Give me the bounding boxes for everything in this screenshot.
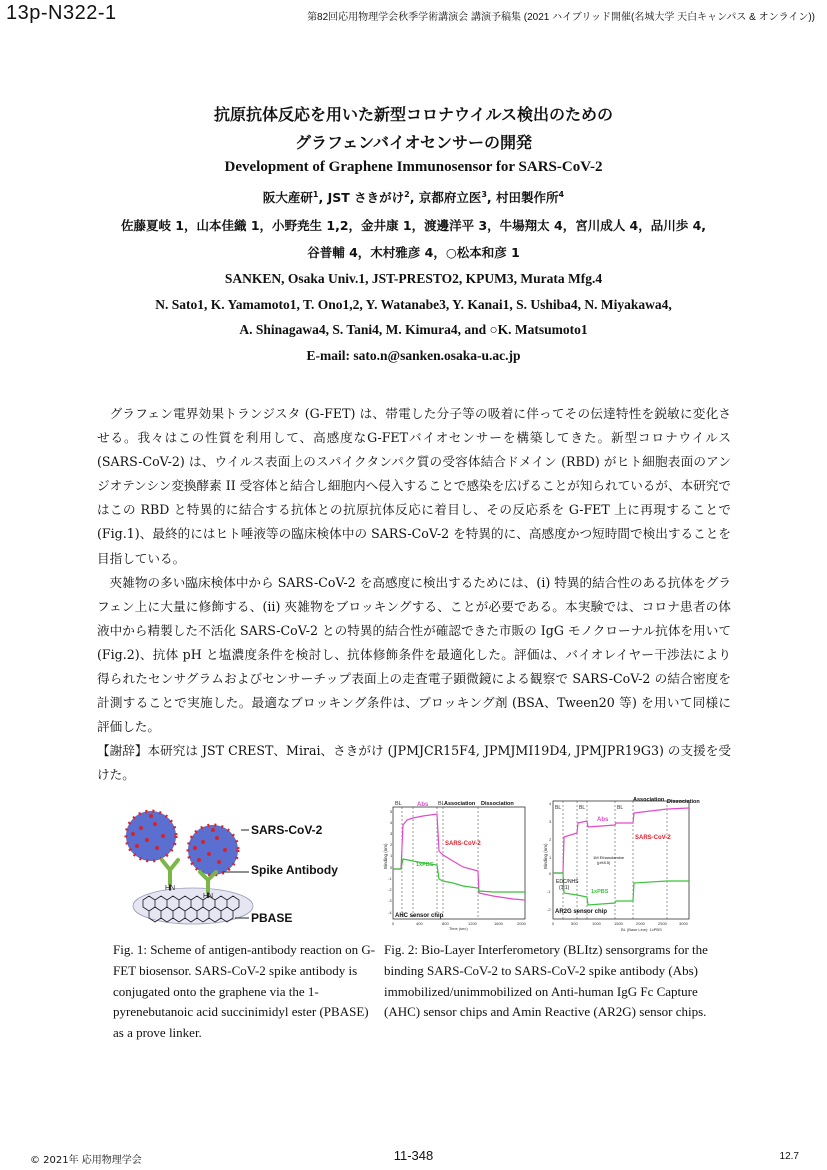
ahc-ytick: 1 <box>390 853 393 858</box>
ar2g-edc-ratio: (1:1) <box>559 885 570 891</box>
ar2g-virus-label: SARS-CoV-2 <box>635 835 671 841</box>
ar2g-bl-3: BL <box>617 805 624 811</box>
ahc-ytick: 0 <box>390 865 393 870</box>
ahc-xtick: 2000 <box>517 921 526 926</box>
ar2g-xtick: 500 <box>571 921 578 926</box>
ahc-ytick: 5 <box>390 809 393 814</box>
sensorgram-ahc <box>383 801 527 931</box>
ahc-association-label: Association <box>444 801 476 807</box>
authors-en-line-2: A. Shinagawa4, S. Tani4, M. Kimura4, and ○K. Matsumoto1 <box>239 322 588 337</box>
ahc-xtick: 800 <box>442 921 449 926</box>
conference-header: 第82回応用物理学会秋季学術講演会 講演予稿集 (2021 ハイブリッド開催(名城大学 天白キャンパス & オンライン)) <box>307 12 815 23</box>
ahc-ytick: 2 <box>390 842 393 847</box>
fig1-label-linker: PBASE <box>251 911 293 925</box>
ahc-yticks <box>388 809 393 915</box>
ahc-ytick: -1 <box>388 876 392 881</box>
ar2g-ylabel: Binding (nm) <box>543 843 548 869</box>
ar2g-ytick: 4 <box>549 801 552 806</box>
ar2g-xticks <box>552 921 689 926</box>
ahc-ytick: -2 <box>388 887 392 892</box>
aff-4: , 村田製作所 <box>486 190 559 205</box>
authors-en-line-1: N. Sato1, K. Yamamoto1, T. Ono1,2, Y. Watanabe3, Y. Kanai1, S. Ushiba4, N. Miyakawa4, <box>155 297 672 312</box>
ar2g-xtick: 1500 <box>614 921 623 926</box>
ar2g-association-label: Association <box>633 797 665 803</box>
ahc-bl-2: BL <box>438 801 445 807</box>
ar2g-ytick: -2 <box>547 907 551 912</box>
aff-3-sup: 3 <box>481 189 487 199</box>
hn-label-2: HN <box>203 893 214 900</box>
ahc-ytick: 4 <box>390 820 393 825</box>
hn-label-1: HN <box>165 885 176 892</box>
ahc-chip-label: AHC sensor chip <box>395 913 444 919</box>
email: E-mail: sato.n@sanken.osaka-u.ac.jp <box>306 348 521 363</box>
fig1-label-virus: SARS-CoV-2 <box>251 823 323 837</box>
ahc-ytick: -3 <box>388 898 392 903</box>
ar2g-xtick: 1000 <box>592 921 601 926</box>
aff-1: 阪大産研 <box>262 190 313 205</box>
ar2g-ytick: 0 <box>549 871 552 876</box>
ar2g-abs-label: Abs <box>597 817 609 823</box>
abstract-id: 13p-N322-1 <box>6 2 117 24</box>
ar2g-xtick: 2000 <box>636 921 645 926</box>
ahc-ytick: 3 <box>390 831 393 836</box>
ahc-virus-label: SARS-CoV-2 <box>445 841 481 847</box>
ahc-pbs-label: 1xPBS <box>416 862 434 868</box>
ahc-xtick: 0 <box>392 921 395 926</box>
ahc-xtick: 1600 <box>494 921 503 926</box>
ar2g-pbs-label: 1xPBS <box>591 889 609 895</box>
acknowledgment: 【謝辞】本研究は JST CREST、Mirai、さきがけ (JPMJCR15F4, JPMJMI19D4, JPMJPR19G3) の支援を受けた。 <box>97 743 731 783</box>
ar2g-edc-label: EDC/NHS <box>556 879 579 885</box>
ahc-abs-label: Abs <box>417 802 429 808</box>
fig2-caption: Fig. 2: Bio-Layer Interferometory (BLItz) sensorgrams for the binding SARS-CoV-2 to SARS-CoV-2 spike antibody (Abs) immobilized/unimmobilized on Anti-human IgG Fc Capture (AHC) sensor chips and Amin Reactive (AR2G) sensor chips. <box>384 942 708 1020</box>
antibody-left <box>162 860 178 884</box>
ar2g-xtick: 2500 <box>658 921 667 926</box>
ahc-ylabel: Binding (nm) <box>383 843 388 869</box>
ar2g-bl-1: BL <box>555 805 562 811</box>
ahc-dissociation-label: Dissociation <box>481 801 514 807</box>
ar2g-dissociation-label: Dissociation <box>667 799 700 805</box>
aff-4-sup: 4 <box>558 189 565 199</box>
aff-3: , 京都府立医 <box>409 190 482 205</box>
ahc-ytick: -4 <box>388 910 392 915</box>
affiliations-jp <box>0 188 827 206</box>
ar2g-xlabel: BL (Base Line): 1xPBS <box>621 927 662 932</box>
ahc-xtick: 400 <box>416 921 423 926</box>
affiliations-en: SANKEN, Osaka Univ.1, JST-PRESTO2, KPUM3, Murata Mfg.4 <box>224 271 603 286</box>
ahc-bl-1: BL <box>395 801 402 807</box>
fig1-label-antibody: Spike Antibody <box>251 863 338 877</box>
authors-jp-line-2: 谷普輔 4，木村雅彦 4，○松本和彦 1 <box>307 245 520 260</box>
fig1-schematic <box>113 808 368 933</box>
title-line-2: グラフェンバイオセンサーの開発 <box>294 133 533 152</box>
ar2g-ytick: 1 <box>549 855 552 860</box>
ar2g-xtick: 3000 <box>679 921 688 926</box>
paragraph-2: 夾雑物の多い臨床検体中から SARS-CoV-2 を高感度に検出するためには、(i) 特異的結合性のある抗体をグラフェン上に大量に修飾する、(ii) 夾雑物をブロッキングする、ことが必要である。本実験では、コロナ患者の体液中から精製した不活化 SARS-CoV-2 との特異的結合性が確認できた市販の IgG モノクローナル抗体を用いて (Fig.2)、抗体 pH と塩濃度条件を検討し、抗体修飾条件を最適化した。評価は、バイオレイヤー干渉法により得られたセンサグラムおよびセンサーチップ表面上の走査電子顕微鏡による観察で SARS-CoV-2 の結合密度を計測することで実施した。最適なブロッキング条件は、ブロッキング剤 (BSA、Tween20 等) を用いて同様に評価した。 <box>97 574 731 735</box>
version: 12.7 <box>779 1151 799 1162</box>
english-title: Development of Graphene Immunosensor for SARS-CoV-2 <box>224 159 603 175</box>
authors-jp-line-1: 佐藤夏岐 1，山本佳織 1，小野尭生 1,2，金井康 1，渡邊洋平 3，牛場翔太 4，宮川成人 4，品川歩 4, <box>120 218 707 233</box>
ar2g-ytick: 2 <box>549 837 552 842</box>
graphene-substrate <box>133 888 253 924</box>
virus-particle-left <box>126 811 176 861</box>
copyright: © 2021年 応用物理学会 <box>30 1155 142 1166</box>
aff-2-sup: 2 <box>404 189 410 199</box>
fig1-caption: Fig. 1: Scheme of antigen-antibody reaction on G-FET biosensor. SARS-CoV-2 spike antibody is conjugated onto the graphene via the 1-pyrenebutanoic acid succinimidyl ester (PBASE) as a prove linker. <box>113 942 376 1041</box>
ar2g-ytick: 3 <box>549 819 552 824</box>
paragraph-1: グラフェン電界効果トランジスタ (G-FET) は、帯電した分子等の吸着に伴ってその伝達特性を鋭敏に変化させる。我々はこの性質を利用して、高感度なG-FETバイオセンサーを構築してきた。新型コロナウイルス (SARS-CoV-2) は、ウイルス表面上のスパイクタンパク質の受容体結合ドメイン (RBD) がヒト細胞表面のアンジオテンシン変換酵素 II 受容体と結合し細胞内へ侵入することで感染を広げることが知られているが、本研究ではこの RBD と特異的に結合する抗体との抗原抗体反応に着目し、その反応系を G-FET 上に再現することで (Fig.1)、最終的にはヒト唾液等の臨床検体中の SARS-CoV-2 を特異的に、高感度かつ短時間で検出することを目指している。 <box>97 406 731 566</box>
title-line-1: 抗原抗体反応を用いた新型コロナウイルス検出のための <box>213 105 614 124</box>
fig2-sensorgrams <box>383 793 701 933</box>
ar2g-quench-label: 1M Ethanolamine <box>593 855 625 860</box>
page-number: 11-348 <box>393 1148 434 1163</box>
aff-1-sup: 1 <box>312 189 319 199</box>
virus-particle-right <box>188 825 238 875</box>
ahc-xlabel: Time (sec) <box>449 926 468 931</box>
sensorgram-ar2g <box>543 797 700 932</box>
ar2g-bl-2: BL <box>579 805 586 811</box>
ahc-xtick: 1200 <box>468 921 477 926</box>
ar2g-quench-ph: (pH8.5) <box>597 860 611 865</box>
body-text <box>97 402 731 788</box>
ar2g-xtick: 0 <box>552 921 555 926</box>
aff-2: , JST さきがけ <box>318 190 405 205</box>
ar2g-chip-label: AR2G sensor chip <box>555 909 608 915</box>
ar2g-ytick: -1 <box>547 889 551 894</box>
